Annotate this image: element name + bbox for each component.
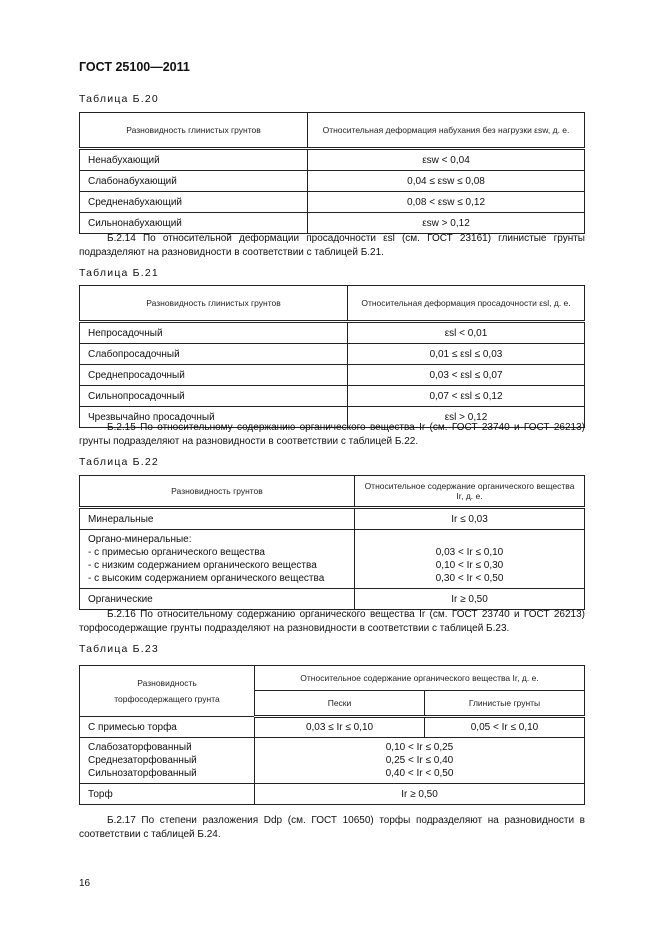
page-number: 16 bbox=[79, 878, 91, 889]
header-line: Разновидность bbox=[137, 678, 197, 688]
paragraph-b2-15: Б.2.15 По относительному содержанию органического вещества Ir (см. ГОСТ 23740 и ГОСТ 26213) грунты подразделяют на разновидности в соответствии с таблицей Б.22. bbox=[79, 422, 585, 447]
row-value-group bbox=[255, 738, 585, 784]
row-value-clay: 0,05 < Ir ≤ 0,10 bbox=[425, 717, 585, 738]
paragraph-b2-16: Б.2.16 По относительному содержанию органического вещества Ir (см. ГОСТ 23740 и ГОСТ 26213) торфосодержащие грунты подразделяют на разновидности в соответствии с таблицей Б.23. bbox=[79, 609, 585, 634]
table-header: Относительное содержание органического вещества Ir, д. е. bbox=[255, 666, 585, 691]
table-header: Относительная деформация просадочности εsl, д. е. bbox=[348, 286, 585, 322]
row-label: Торф bbox=[80, 784, 255, 805]
table-header: Разновидность глинистых грунтов bbox=[80, 113, 308, 149]
row-label: Непросадочный bbox=[80, 322, 348, 344]
table-header: Разновидность грунтов bbox=[80, 476, 355, 508]
table-row bbox=[80, 149, 585, 171]
sub-value: 0,10 < Ir ≤ 0,30 bbox=[435, 560, 504, 571]
sub-label: Сильнозаторфованный bbox=[88, 768, 197, 779]
sub-value: 0,10 < Ir ≤ 0,25 bbox=[385, 742, 454, 753]
row-value: εsw > 0,12 bbox=[308, 213, 585, 234]
row-value-sand: 0,03 ≤ Ir ≤ 0,10 bbox=[255, 717, 425, 738]
row-value: 0,01 ≤ εsl ≤ 0,03 bbox=[348, 344, 585, 365]
row-label: Слабопросадочный bbox=[80, 344, 348, 365]
table-b23 bbox=[79, 665, 585, 805]
row-label: Ненабухающий bbox=[80, 149, 308, 171]
table-row bbox=[80, 365, 585, 386]
row-value: Ir ≥ 0,50 bbox=[355, 589, 585, 610]
sub-value: 0,30 < Ir < 0,50 bbox=[435, 573, 504, 584]
table-header: Относительная деформация набухания без нагрузки εsw, д. е. bbox=[308, 113, 585, 149]
table-row bbox=[80, 589, 585, 610]
table-row bbox=[80, 344, 585, 365]
sub-label: - с высоким содержанием органического вещества bbox=[88, 573, 325, 584]
row-label: Среднепросадочный bbox=[80, 365, 348, 386]
document-title: ГОСТ 25100—2011 bbox=[79, 60, 190, 74]
row-label: Сильнонабухающий bbox=[80, 213, 308, 234]
row-value: εsl < 0,01 bbox=[348, 322, 585, 344]
table-row bbox=[80, 738, 585, 784]
row-value: 0,03 < εsl ≤ 0,07 bbox=[348, 365, 585, 386]
row-label: Органические bbox=[80, 589, 355, 610]
sub-label: - с примесью органического вещества bbox=[88, 547, 265, 558]
table-header: Разновидность глинистых грунтов bbox=[80, 286, 348, 322]
table-row bbox=[80, 213, 585, 234]
table-row bbox=[80, 192, 585, 213]
table-b21 bbox=[79, 285, 585, 428]
table-row bbox=[80, 717, 585, 738]
sub-label: - с низким содержанием органического вещества bbox=[88, 560, 317, 571]
row-label: Средненабухающий bbox=[80, 192, 308, 213]
table-caption-b23: Таблица Б.23 bbox=[79, 643, 159, 655]
row-label: Минеральные bbox=[80, 508, 355, 530]
row-label-group bbox=[80, 738, 255, 784]
row-value: εsl > 0,12 bbox=[348, 407, 585, 428]
row-value: 0,08 < εsw ≤ 0,12 bbox=[308, 192, 585, 213]
row-label: С примесью торфа bbox=[80, 717, 255, 738]
row-value: 0,04 ≤ εsw ≤ 0,08 bbox=[308, 171, 585, 192]
row-value-group bbox=[355, 530, 585, 589]
table-row bbox=[80, 530, 585, 589]
table-caption-b21: Таблица Б.21 bbox=[79, 267, 159, 279]
row-label: Сильнопросадочный bbox=[80, 386, 348, 407]
table-caption-b22: Таблица Б.22 bbox=[79, 456, 159, 468]
row-label: Слабонабухающий bbox=[80, 171, 308, 192]
group-title: Органо-минеральные: bbox=[88, 534, 192, 545]
row-label: Чрезвычайно просадочный bbox=[80, 407, 348, 428]
table-caption-b20: Таблица Б.20 bbox=[79, 93, 159, 105]
table-row bbox=[80, 508, 585, 530]
header-line: торфосодержащего грунта bbox=[114, 694, 220, 704]
row-label-group bbox=[80, 530, 355, 589]
table-header bbox=[80, 666, 255, 717]
table-b22 bbox=[79, 475, 585, 610]
sub-label: Слабозаторфованный bbox=[88, 742, 192, 753]
table-header: Относительное содержание органического вещества Ir, д. е. bbox=[355, 476, 585, 508]
sub-value: 0,40 < Ir < 0,50 bbox=[385, 768, 454, 779]
table-subheader: Глинистые грунты bbox=[425, 691, 585, 717]
table-subheader: Пески bbox=[255, 691, 425, 717]
row-value: 0,07 < εsl ≤ 0,12 bbox=[348, 386, 585, 407]
table-row bbox=[80, 784, 585, 805]
row-value: εsw < 0,04 bbox=[308, 149, 585, 171]
table-row bbox=[80, 171, 585, 192]
row-value: Ir ≤ 0,03 bbox=[355, 508, 585, 530]
table-row bbox=[80, 386, 585, 407]
table-row bbox=[80, 322, 585, 344]
paragraph-b2-14: Б.2.14 По относительной деформации просадочности εsl (см. ГОСТ 23161) глинистые грунты подразделяют на разновидности в соответствии с таблицей Б.21. bbox=[79, 233, 585, 258]
sub-label: Среднезаторфованный bbox=[88, 755, 197, 766]
sub-value: 0,03 < Ir ≤ 0,10 bbox=[435, 547, 504, 558]
paragraph-b2-17: Б.2.17 По степени разложения Ddp (см. ГОСТ 10650) торфы подразделяют на разновидности в соответствии с таблицей Б.24. bbox=[79, 815, 585, 840]
sub-value: 0,25 < Ir ≤ 0,40 bbox=[385, 755, 454, 766]
row-value: Ir ≥ 0,50 bbox=[255, 784, 585, 805]
table-b20 bbox=[79, 112, 585, 234]
